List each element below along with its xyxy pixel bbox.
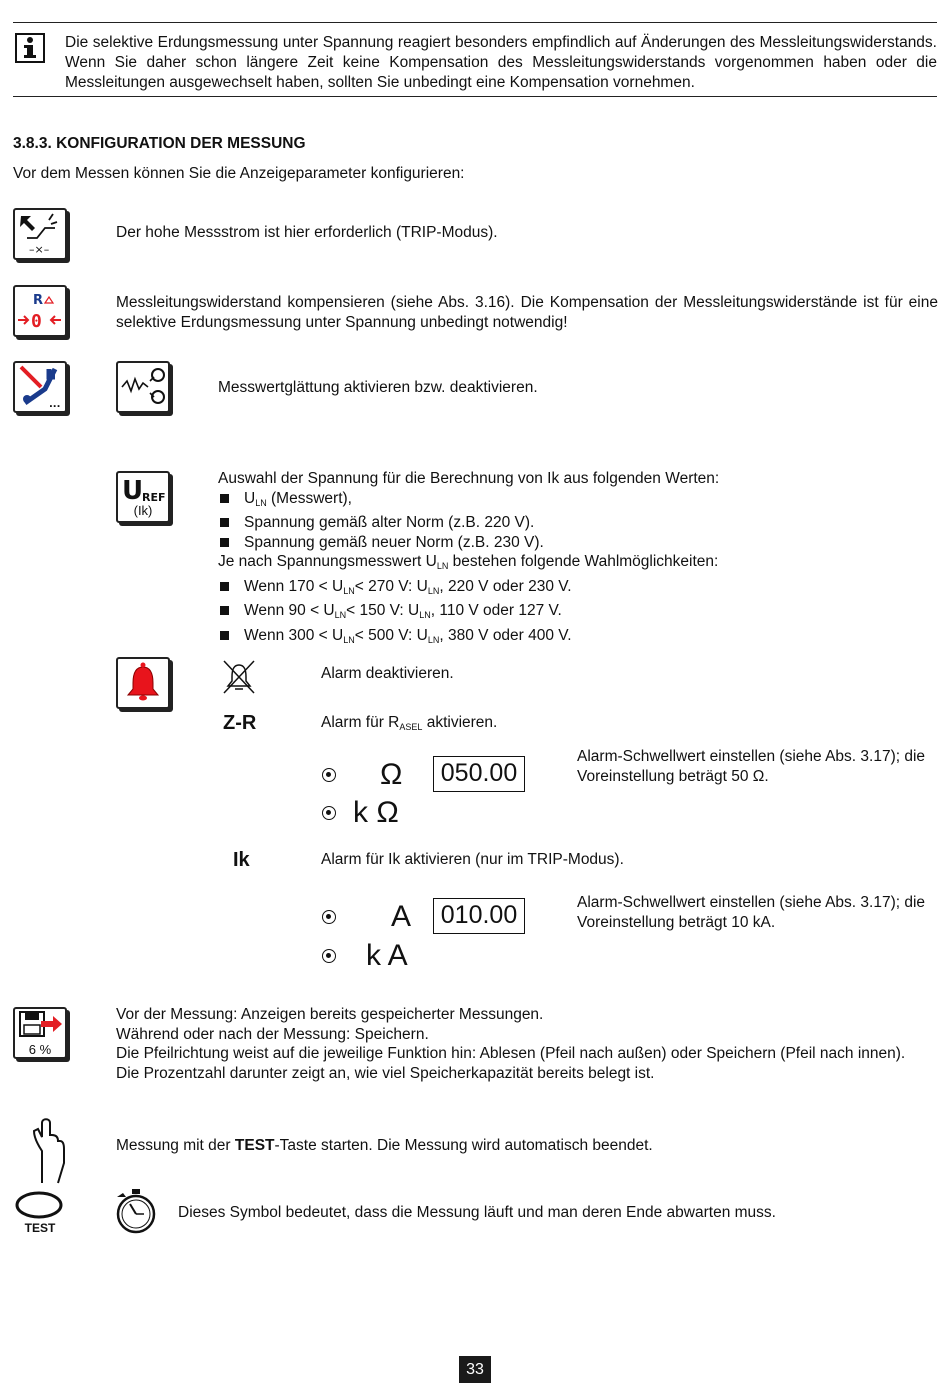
kiloampere-radio[interactable] (322, 949, 336, 963)
uref-options (218, 489, 938, 553)
stopwatch-text: Dieses Symbol bedeutet, dass die Messung läuft und man deren Ende abwarten muss. (178, 1204, 776, 1221)
memory-line-4: Die Prozentzahl darunter zeigt an, wie viel Speicherkapazität bereits belegt ist. (116, 1064, 655, 1082)
uref-icon[interactable] (116, 471, 170, 523)
alarm-deactivate-text: Alarm deaktivieren. (321, 665, 454, 682)
svg-text:REF: REF (142, 491, 166, 503)
stopwatch-icon (112, 1187, 160, 1240)
uref-conditions (218, 577, 938, 651)
test-text: Messung mit der TEST-Taste starten. Die Messung wird automatisch beendet. (116, 1137, 653, 1154)
memory-text (116, 1005, 938, 1083)
settings-tools-icon[interactable] (13, 361, 67, 413)
ampere-radio[interactable] (322, 910, 336, 924)
smoothing-icon[interactable] (116, 361, 170, 413)
ik-threshold-value[interactable]: 010.00 (433, 898, 525, 934)
section-heading: 3.8.3. KONFIGURATION DER MESSUNG (13, 135, 306, 152)
kohm-radio[interactable] (322, 806, 336, 820)
kiloampere-unit: k A (366, 939, 408, 972)
ik-label: Ik (233, 849, 250, 871)
svg-text:–×–: –×– (29, 243, 50, 256)
uref-icon-label: (Ik) (133, 503, 153, 518)
info-note: Die selektive Erdungsmessung unter Spannung reagiert besonders empfindlich auf Änderungen des Messleitungswiderstands. Wenn Sie daher schon längere Zeit keine Kompensation des Messleitungswiderstands vorgenommen haben oder die Messleitungen ausgewechselt haben, sollten Sie unbedingt eine Kompensation vornehmen. (65, 34, 937, 91)
uref-condition-3: Wenn $300 < U_{LN}< 500$ V: $U_{LN}$, 380 V oder 400 V. (218, 626, 938, 651)
alarm-bell-icon[interactable] (116, 657, 170, 709)
memory-line-2: Während oder nach der Messung: Speichern. (116, 1025, 429, 1043)
compensation-text: Messleitungswiderstand kompensieren (siehe Abs. 3.16). Die Kompensation der Messleitungswiderstände ist für eine selektive Erdungsmessung unter Spannung unbedingt notwendig! (116, 294, 938, 331)
info-icon (15, 33, 45, 63)
memory-percent: 6 % (28, 1042, 52, 1057)
finger-press-icon (28, 1115, 68, 1192)
bottom-rule (13, 96, 937, 97)
ohm-radio[interactable] (322, 768, 336, 782)
zr-label: Z-R (223, 712, 257, 734)
svg-text:U: U (122, 476, 144, 503)
kohm-unit: k Ω (353, 796, 399, 829)
zr-threshold-value[interactable]: 050.00 (433, 756, 525, 792)
uref-option-new-norm: Spannung gemäß neuer Norm (z.B. 230 V). (218, 533, 938, 553)
svg-text:R: R (33, 293, 44, 308)
ik-threshold-text: Alarm-Schwellwert einstellen (siehe Abs. 3.17); die Voreinstellung beträgt 10 kA. (577, 894, 926, 931)
svg-text:...: ... (49, 399, 61, 410)
ik-alarm-text: Alarm für Ik aktivieren (nur im TRIP-Modus). (321, 851, 624, 868)
smoothing-text: Messwertglättung aktivieren bzw. deaktivieren. (218, 379, 538, 396)
svg-text:0: 0 (31, 311, 42, 332)
uref-condition-2: Wenn $90 < U_{LN}< 150$ V: $U_{LN}$, 110 V oder 127 V. (218, 601, 938, 626)
uref-dependency: Je nach Spannungsmesswert $U_{LN}$ bestehen folgende Wahlmöglichkeiten: (218, 553, 719, 571)
memory-line-1: Vor der Messung: Anzeigen bereits gespeicherter Messungen. (116, 1006, 544, 1023)
compensation-icon[interactable] (13, 285, 67, 337)
memory-line-3: Die Pfeilrichtung weist auf die jeweilige Funktion hin: Ablesen (Pfeil nach außen) oder Speichern (Pfeil nach innen). (116, 1045, 906, 1062)
page-number: 33 (459, 1356, 491, 1383)
uref-condition-1: Wenn $170 < U_{LN}< 270$ V: $U_{LN}$, 220 V oder 230 V. (218, 577, 938, 602)
test-button-label: TEST (24, 1221, 56, 1235)
memory-icon[interactable] (13, 1007, 67, 1059)
trip-text: Der hohe Messstrom ist hier erforderlich (TRIP-Modus). (116, 224, 498, 241)
ohm-unit: Ω (380, 758, 403, 791)
uref-option-old-norm: Spannung gemäß alter Norm (z.B. 220 V). (218, 513, 938, 533)
uref-block (218, 469, 938, 650)
top-rule (13, 22, 937, 23)
alarm-off-icon (220, 659, 258, 700)
zr-threshold-text: Alarm-Schwellwert einstellen (siehe Abs. 3.17); die Voreinstellung beträgt 50 Ω. (577, 748, 926, 785)
uref-intro: Auswahl der Spannung für die Berechnung von Ik aus folgenden Werten: (218, 470, 720, 487)
ampere-unit: A (391, 900, 412, 933)
trip-mode-icon[interactable] (13, 208, 67, 260)
zr-alarm-text: Alarm für $R_{ASEL}$ aktivieren. (321, 714, 498, 732)
section-intro: Vor dem Messen können Sie die Anzeigeparameter konfigurieren: (13, 165, 465, 182)
uref-option-measured: $U_{LN}$ (Messwert), (218, 489, 938, 514)
